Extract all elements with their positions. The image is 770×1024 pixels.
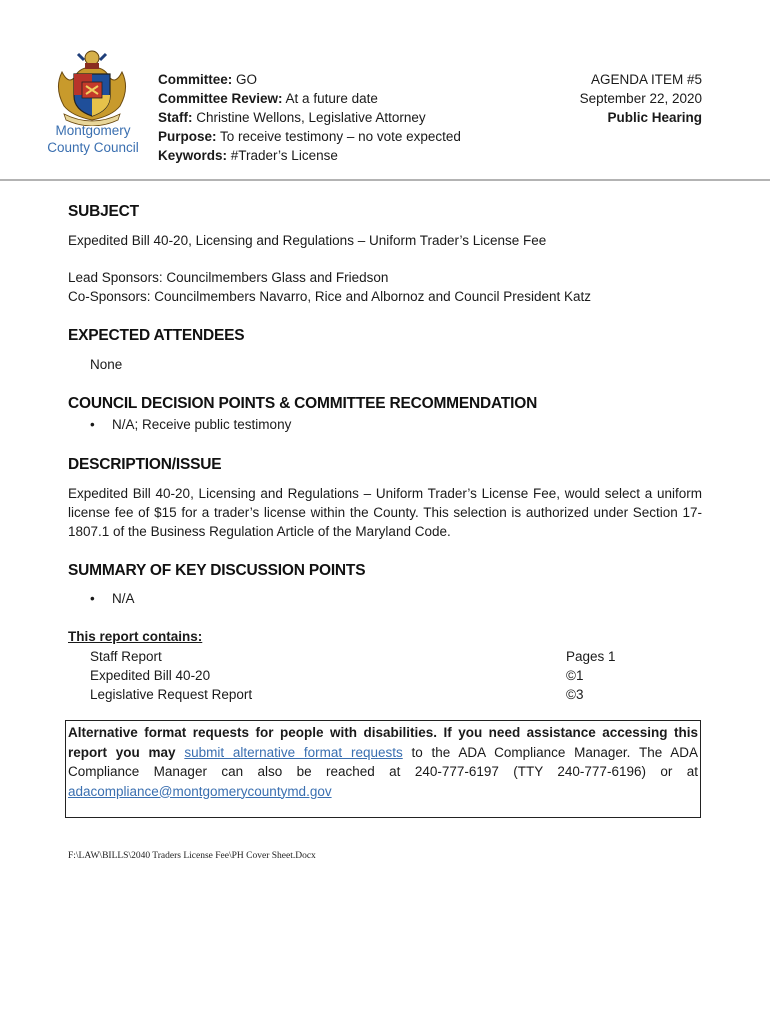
summary-heading: SUMMARY OF KEY DISCUSSION POINTS xyxy=(68,562,366,579)
attendees-value: None xyxy=(90,357,123,372)
decision-heading: COUNCIL DECISION POINTS & COMMITTEE RECOMMENDATION xyxy=(68,395,538,412)
contains-item: Staff Report xyxy=(90,649,162,664)
description-text: Expedited Bill 40-20, Licensing and Regulations – Uniform Trader’s License Fee, would select a uniform license fee of $15 for a trader’s license within the County. This selection is authorized under Section 17-1807.1 of the Business Regulation Article of the Maryland Code. xyxy=(68,486,702,539)
keywords-label: Keywords: xyxy=(158,148,228,163)
subject-line: Expedited Bill 40-20, Licensing and Regulations – Uniform Trader’s License Fee xyxy=(68,233,547,248)
agenda-hearing: Public Hearing xyxy=(607,110,702,125)
review-row xyxy=(158,89,461,108)
header-divider xyxy=(0,179,770,181)
keywords-row xyxy=(158,146,461,165)
council-name-line2: County Council xyxy=(47,139,139,155)
committee-row xyxy=(158,70,461,89)
agenda-date: September 22, 2020 xyxy=(579,91,702,106)
ada-email-link[interactable]: adacompliance@montgomerycountymd.gov xyxy=(68,783,332,799)
staff-row xyxy=(158,108,461,127)
decision-bullet-text: N/A; Receive public testimony xyxy=(112,417,292,432)
bullet-dot: • xyxy=(90,417,95,432)
file-path-footer: F:\LAW\BILLS\2040 Traders License Fee\PH Cover Sheet.Docx xyxy=(68,851,316,861)
alt-format-request-link[interactable]: submit alternative format requests xyxy=(184,744,403,760)
bullet-dot: • xyxy=(90,591,95,606)
purpose-value: To receive testimony – no vote expected xyxy=(216,129,461,144)
staff-value: Christine Wellons, Legislative Attorney xyxy=(192,110,426,125)
contains-page: ©1 xyxy=(566,668,584,683)
ada-notice-box xyxy=(65,720,701,818)
committee-value: GO xyxy=(232,72,258,87)
review-value: At a future date xyxy=(282,91,378,106)
contains-item: Legislative Request Report xyxy=(90,687,253,702)
council-name xyxy=(40,123,146,156)
contains-pages xyxy=(566,647,616,704)
contains-page: ©3 xyxy=(566,687,584,702)
ada-bold-text: Alternative format requests for people with disabilities. If you need assistance accessing this report you may xyxy=(68,725,698,760)
county-seal-logo xyxy=(52,44,132,126)
council-name-line1: Montgomery xyxy=(55,123,131,138)
review-label: Committee Review: xyxy=(158,91,283,106)
summary-bullet-text: N/A xyxy=(112,591,135,606)
co-sponsors: Co-Sponsors: Councilmembers Navarro, Rice and Albornoz and Council President Katz xyxy=(68,289,591,304)
attendees-heading: EXPECTED ATTENDEES xyxy=(68,327,245,344)
subject-heading: SUBJECT xyxy=(68,203,139,220)
staff-label: Staff: xyxy=(158,110,193,125)
contains-list xyxy=(90,647,252,704)
ada-mid-text: to the ADA Compliance Manager. The ADA Compliance Manager can also be reached at 240-777-6197 (TTY 240-777-6196) or at xyxy=(68,744,698,779)
keywords-value: #Trader’s License xyxy=(227,148,338,163)
summary-bullet xyxy=(90,591,135,606)
agenda-item: AGENDA ITEM #5 xyxy=(590,72,702,87)
agenda-meta xyxy=(580,70,702,127)
decision-bullet xyxy=(90,417,291,432)
lead-sponsors: Lead Sponsors: Councilmembers Glass and Friedson xyxy=(68,270,389,285)
committee-label: Committee: xyxy=(158,72,233,87)
contains-heading: This report contains: xyxy=(68,629,203,644)
contains-item: Expedited Bill 40-20 xyxy=(90,668,211,683)
description-heading: DESCRIPTION/ISSUE xyxy=(68,456,222,473)
purpose-label: Purpose: xyxy=(158,129,217,144)
contains-page: Pages 1 xyxy=(566,649,616,664)
committee-meta xyxy=(158,70,461,165)
purpose-row xyxy=(158,127,461,146)
